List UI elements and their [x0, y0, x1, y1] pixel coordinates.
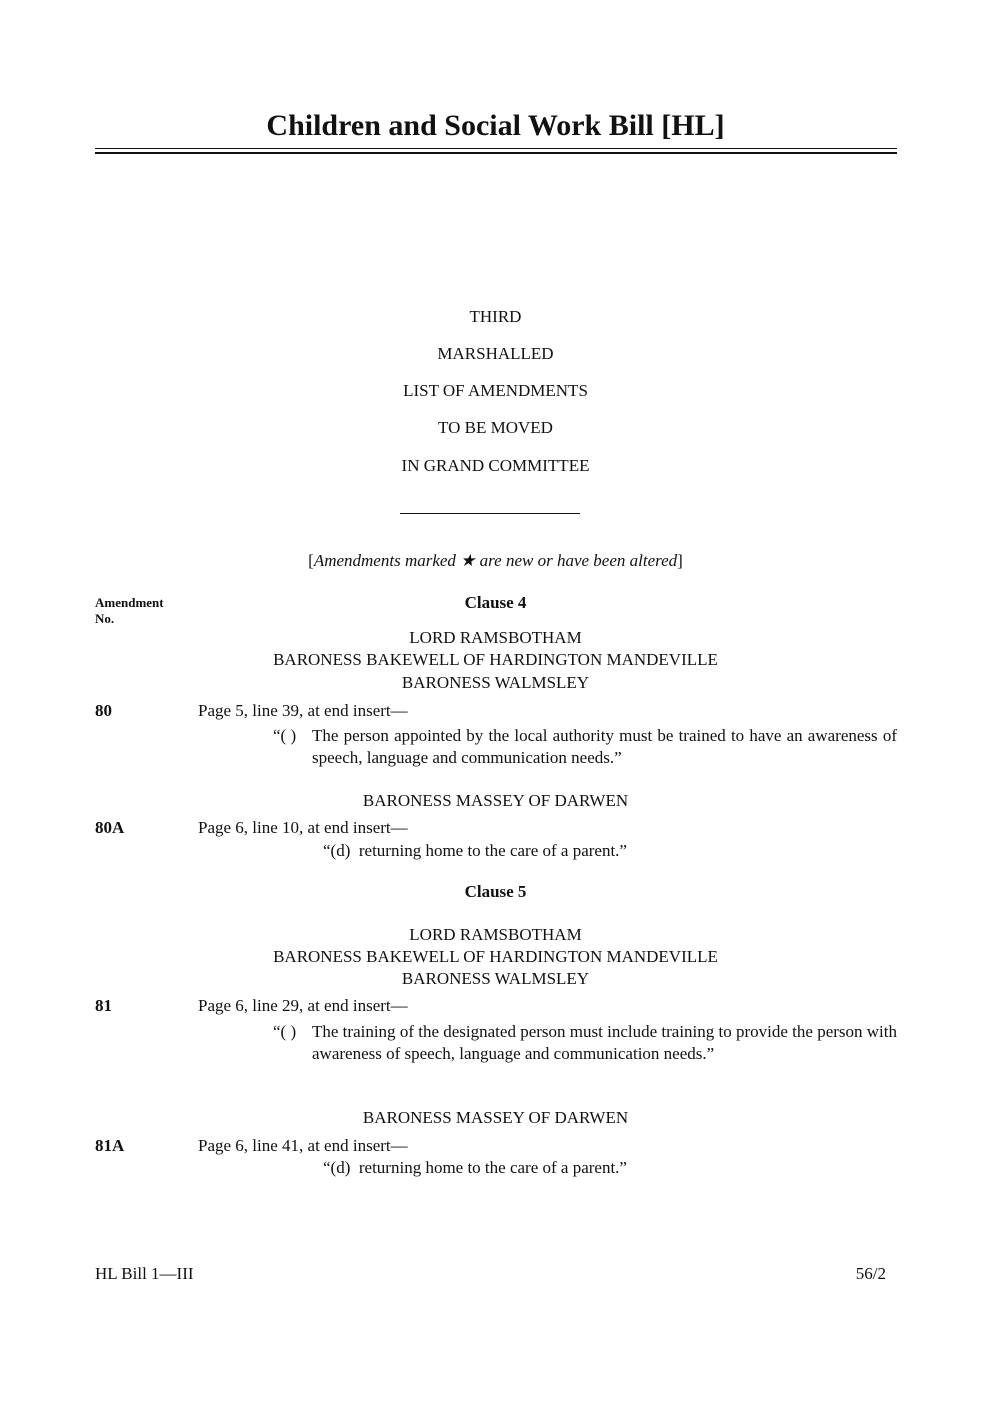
amendment-text: “( ) The training of the designated person must include training to provide the person with awareness of speech, language and communication needs.”: [273, 1022, 897, 1063]
title-rule-bottom: [95, 152, 897, 154]
separator-rule: [400, 513, 580, 514]
sponsor-name: LORD RAMSBOTHAM: [409, 925, 582, 944]
sponsor-name: BARONESS BAKEWELL OF HARDINGTON MANDEVILLE: [273, 947, 718, 966]
amendment-text: “( ) The person appointed by the local authority must be trained to have an awareness of speech, language and communication needs.”: [273, 726, 897, 767]
amendment-instruction: Page 5, line 39, at end insert—: [198, 701, 408, 720]
sponsor-name: BARONESS MASSEY OF DARWEN: [362, 1108, 629, 1127]
amendments-note: [Amendments marked ★ are new or have been altered]: [308, 551, 683, 570]
amendment-text: “(d) returning home to the care of a parent.”: [323, 841, 627, 860]
sponsor-name: BARONESS WALMSLEY: [401, 673, 590, 692]
heading-line: THIRD: [469, 307, 522, 326]
heading-line: MARSHALLED: [437, 344, 554, 363]
amendment-number: 81A: [95, 1136, 125, 1155]
amendment-instruction: Page 6, line 41, at end insert—: [198, 1136, 408, 1155]
footer-page-ref: 56/2: [855, 1264, 886, 1283]
amendment-text: “(d) returning home to the care of a parent.”: [323, 1158, 627, 1177]
clause-5-heading: Clause 5: [464, 882, 527, 901]
title-rule-top: [95, 148, 897, 149]
amendment-instruction: Page 6, line 10, at end insert—: [198, 818, 408, 837]
sponsor-name: BARONESS WALMSLEY: [401, 969, 590, 988]
clause-4-heading: Clause 4: [464, 593, 527, 612]
heading-line: LIST OF AMENDMENTS: [403, 381, 588, 400]
heading-line: IN GRAND COMMITTEE: [401, 456, 590, 475]
heading-line: TO BE MOVED: [438, 418, 553, 437]
amendment-number: 80: [95, 701, 112, 720]
sponsor-name: BARONESS MASSEY OF DARWEN: [362, 791, 629, 810]
amendment-number: 81: [95, 996, 112, 1015]
column-label: Amendment No.: [95, 595, 164, 626]
footer-bill-ref: HL Bill 1—III: [95, 1264, 194, 1283]
amendment-instruction: Page 6, line 29, at end insert—: [198, 996, 408, 1015]
sponsor-name: LORD RAMSBOTHAM: [409, 628, 582, 647]
amendment-number: 80A: [95, 818, 125, 837]
sponsor-name: BARONESS BAKEWELL OF HARDINGTON MANDEVILLE: [273, 650, 718, 669]
bill-title: Children and Social Work Bill [HL]: [266, 109, 725, 142]
